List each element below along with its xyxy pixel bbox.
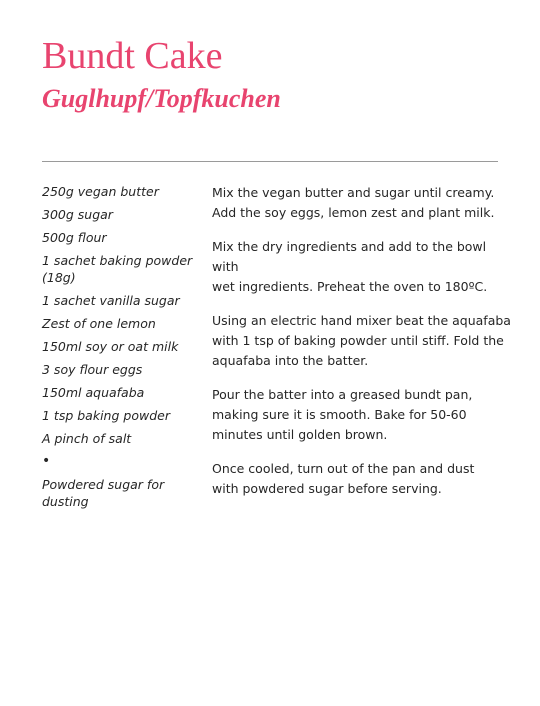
method-steps [212, 183, 511, 513]
ingredient-item: 1 sachet vanilla sugar [42, 293, 180, 308]
ingredient-bullet: • [42, 453, 51, 469]
ingredient-item: A pinch of salt [42, 431, 132, 446]
method-step [212, 459, 504, 499]
ingredient-item: Powdered sugar for dusting [42, 477, 165, 509]
divider [42, 161, 498, 162]
method-line: Add the soy eggs, lemon zest and plant milk. [212, 205, 495, 220]
method-line: making sure it is smooth. Bake for 50-60 [212, 407, 467, 422]
method-line: Mix the dry ingredients and add to the bowl [212, 239, 487, 254]
ingredient-item: 1 sachet baking powder (18g) [42, 253, 193, 285]
ingredient-item: 3 soy flour eggs [42, 362, 143, 377]
ingredient-item: 500g flour [42, 230, 107, 245]
method-line: Using an electric hand mixer beat the aquafaba [212, 313, 511, 328]
method-step [212, 237, 504, 297]
method-line: with powdered sugar before serving. [212, 481, 442, 496]
recipe-title: Bundt Cake [42, 35, 223, 77]
ingredient-item: 150ml soy or oat milk [42, 339, 179, 354]
method-step [212, 385, 504, 445]
method-line: Mix the vegan butter and sugar until creamy. [212, 185, 495, 200]
method-line: wet ingredients. Preheat the oven to 180ºC. [212, 279, 488, 294]
method-step [212, 183, 504, 223]
method-line: Pour the batter into a greased bundt pan, [212, 387, 473, 402]
method-step [212, 311, 511, 371]
ingredient-item: 300g sugar [42, 207, 113, 222]
method-line: aquafaba into the batter. [212, 353, 369, 368]
ingredient-item: Zest of one lemon [42, 316, 156, 331]
method-line: minutes until golden brown. [212, 427, 388, 442]
ingredients-list [42, 183, 204, 516]
ingredient-item: 150ml aquafaba [42, 385, 145, 400]
method-line: Once cooled, turn out of the pan and dust [212, 461, 475, 476]
recipe-subtitle: Guglhupf/Topfkuchen [42, 84, 281, 113]
method-line: with [212, 259, 239, 274]
ingredient-item: 250g vegan butter [42, 184, 159, 199]
method-line: with 1 tsp of baking powder until stiff. Fold the [212, 333, 504, 348]
ingredient-item: 1 tsp baking powder [42, 408, 170, 423]
